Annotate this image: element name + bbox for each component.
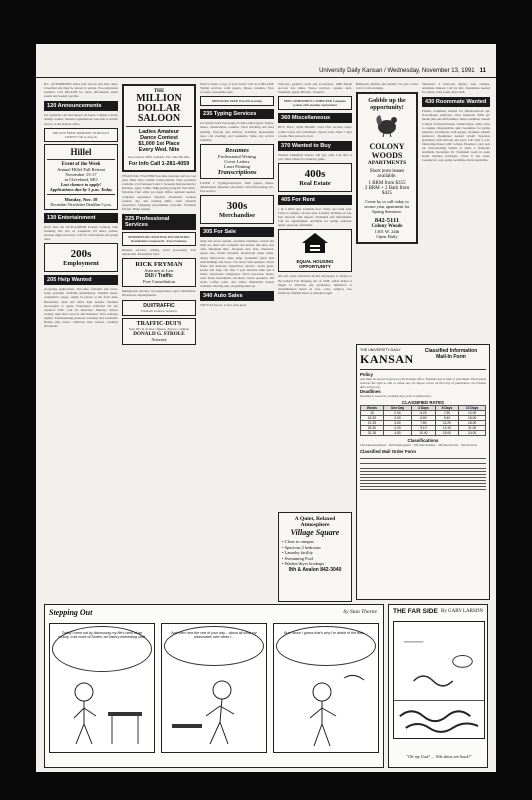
hillel-logo: Hillel (70, 146, 92, 157)
rates-cell: 10.40 (412, 431, 436, 436)
equal-housing-icon (301, 232, 329, 254)
far-side-caption: "Oh my God! ... '60s skins are back!" (406, 754, 472, 759)
classified-rates-table (360, 405, 486, 436)
far-side-artist: By GARY LARSON (440, 609, 483, 614)
section-heading-entertainment: 130 Entertainment (44, 213, 118, 223)
merchandise-section-marker: 300s Merchandise (200, 195, 274, 224)
village-amenity-item: • Spacious 2 bedroom (282, 544, 321, 550)
paper-date: Wednesday, November 13, 1991 (387, 68, 475, 74)
column-2: THE MILLION DOLLAR SALOON Ladies Amateur Dance Contest $1,000 1st Place Every Wed. Nite Also: Dancer shifts available. Part time/full time. For Info Call 1-281-4059 FINANCIAL TEACHER Part-time customer service. Get paid. Must have reliable transportation. Sales positions available. Call between 9 and 5. Seasonal help needed for holidays, apply within. High-paying program. Part-time / full-time. Earn while you learn. Office assistant needed, computer experience required. Warehouse workers wanted, day and evening shifts. Gain valuable experience. Outgoing personalities welcome. Positions fill fast. Bring resume. 225 Professional Services REMODELING PAINTING DECORATING Residential Commercial - Free Estimates Resume services, editing, word processing. Fast turnaround. Reasonable rates. RICK FRYMAN Attorney at Law DUI / Traffic Free Consultation Immigration attorney, tax preparation, legal consultation. Diversions, expungements. DUI/TRAFFIC Elizabeth Leonard, Attorney TRAFFIC-DUI'S Fake ID's & alcohol offenses, divorce, criminal DONALD G. STROLE Attorney (122, 82, 196, 602)
comic-figure-icon (162, 668, 266, 752)
rates-cell: 15.00 (435, 431, 459, 436)
section-heading-help-wanted: 205 Help Wanted (44, 275, 118, 285)
rates-cell: 11.20 (435, 421, 459, 426)
million-dollar-saloon-ad: THE MILLION DOLLAR SALOON Ladies Amateur Dance Contest $1,000 1st Place Every Wed. Nite Also: Dancer shifts available. Part time/full time. For Info Call 1-281-4059 (122, 84, 196, 172)
rates-cell: 15 (361, 411, 384, 416)
page-header: University Daily Kansan / Wednesday, November 13, 1991 11 (36, 66, 496, 78)
column-4: Software, graphics cards and accessories. 1986 Honda Accord, low miles. Stereo receiver, cassette deck. Waterbed, queen. Bicycle, 10-speed. IBM COMPATIBLE COMPUTER Complete system with monitor and printer 360 Miscellaneous BUY, SELL, AND TRADE. Used CDs, records, tapes. Comic books and collectibles. Sports cards. Open 7 days a week. Best prices in town. 370 Wanted to Buy Wanted: basketball tickets, will pay cash. Call after 6 p.m. Need tickets for Saturday game. 400s Real Estate 405 For Rent 1 & 2 bdrm apts available now. Water and trash paid. Close to campus, on bus route. Laundry facilities on site. Pets allowed with deposit. Furnished and unfurnished. Call for appointment. Available for spring semester. Quiet, spacious, affordable. EQUAL HOUSING OPPORTUNITY All real estate advertised in this newspaper is subject to the Federal Fair Housing Act of 1968, which makes it illegal to advertise any preference, limitation or discrimination based on race, color, religion, sex, handicap, familial status or national origin. (278, 82, 352, 295)
section-heading-auto-sales: 340 Auto Sales (200, 291, 274, 301)
rates-row (361, 431, 486, 436)
rates-header-cell: 10 Days (459, 406, 486, 411)
rates-cell: 9.40 (435, 416, 459, 421)
village-amenity-item: • Laundry facility (282, 550, 314, 556)
column-5: Bathroom, kitchen and laundry. No pets. Close to KU. Call evenings. Gobble up the opportunity! COLONY WOODS APARTMENTS Short term leases available. 1 BRM from $355 2 BRM + 2 Bath from $425 Come by or call today to secure your apartment for Spring Semester. 842-5111 Colony Woods 1301 W. 24th Open Daily (356, 82, 418, 342)
rates-header-cell: One Day (383, 406, 411, 411)
comic-strip (44, 604, 384, 768)
colony-woods-ad: Gobble up the opportunity! COLONY WOODS APARTMENTS Short term leases available. 1 BRM from $355 2 BRM + 2 Bath from $425 Come by or call today to secure your apartment for Spring Semester. 842-5111 Colony Woods 1301 W. 24th Open Daily (356, 92, 418, 244)
column-1: B.C. AUTHORIZED dance hall service and beer chest. Classified ads must be placed in person. Pre-registration required. Call 864-4358 for more information about events and weekly specials. 120 Announcements For questions call and support 24 hours. Campus activity listings weekly. Student organizations welcome to submit notices to the Kansan office. DID YOU NEED SOMEONE TO REALLY LISTEN? Call or drop in. Hillel Event of the Week Annual Hillel Fall Retreat November 15-17 in Cleveland, MO Last chance to apply! Applications due by 5 p.m. Today Monday, Nov. 18 December Newsletter Deadline 5 p.m. 130 Entertainment Don't miss the OUTLANDISH Kansan Comedy Club featuring live acts on weekends. DJ dance parties, karaoke night and more. Call for reservations and group rates. 200s Employment 205 Help Wanted Accepting applications. Part-time, full-time and work-study positions available immediately. Flexible hours, competitive wages. Apply in person at the front desk. Restaurant, retail and office help needed. Students encouraged to apply. Experience preferred but not required. EOE. Call for interview. Delivery drivers wanted, must have own car and insurance. Earn cash tips nightly. Telemarketing positions evenings and weekends. Hourly plus bonus. Childcare help wanted, weekday afternoons. (44, 82, 118, 329)
turkey-icon (372, 111, 402, 137)
rates-cell: 9.10 (412, 426, 436, 431)
comic-panel-2: And then how the rest of your day... about all what my classmates over when I... (161, 623, 267, 753)
rates-cell: 3.00 (383, 416, 411, 421)
village-square-ad: A Quiet, Relaxed Atmosphere Village Square • Close to campus • Spacious 2 bedroom • Laundry facility • Swimming Pool • Washer/dryer hookups 9th & Avalon 842-3040 (278, 512, 352, 602)
section-heading-announcements: 120 Announcements (44, 101, 118, 111)
village-amenities-list (282, 539, 348, 567)
rates-cell: 31-35 (361, 431, 384, 436)
kansan-classified-form: THE UNIVERSITY DAILY KANSAN Classified Information Mail-In Form Policy Ads must be placed in person at the Kansan office. Payment due at time of placement. The Kansan reserves the right to edit or refuse any ad. Report errors on first day of publication. No refunds after ad has run. Deadlines Deadline is noon two working days prior to publication. CLASSIFIED RATES Words One Day 3 Days 5 Days 10 Days 15 2.40 5.20 7.50 12.00 16-20 3.00 6.50 9.40 15.00 21-25 3.60 7.80 11.20 18.00 26-30 4.20 9.10 13.10 21.00 31-35 4.80 10.40 15.00 24.00 Classifications 100 Announcements · 200 Employment · 300 Merchandise · 400 Real Estate · 500 Services Classified Mail Order Form (356, 344, 490, 600)
rates-cell: 15.00 (459, 416, 486, 421)
hillel-ad: Hillel Event of the Week Annual Hillel Fall Retreat November 15-17 in Cleveland, MO Last chance to apply! Applications due by 5 p.m. Today Monday, Nov. 18 December Newsletter Deadline 5 p.m. (44, 144, 118, 210)
village-amenity-item: • Washer/dryer hookups (282, 561, 325, 567)
rates-cell: 26-30 (361, 426, 384, 431)
rates-cell: 18.00 (459, 421, 486, 426)
remodeling-ad: REMODELING PAINTING DECORATING Residential Commercial - Free Estimates (122, 232, 196, 246)
rates-cell: 16-20 (361, 416, 384, 421)
far-side-title: THE FAR SIDE (393, 608, 438, 615)
employment-section-marker: 200s Employment (44, 243, 118, 272)
rates-header-cell: 3 Days (412, 406, 436, 411)
rates-cell: 4.80 (383, 431, 411, 436)
rates-cell: 4.20 (383, 426, 411, 431)
comic-figure-icon (50, 672, 154, 752)
rates-cell: 2.40 (383, 411, 411, 416)
section-heading-for-sale: 305 For Sale (200, 227, 274, 237)
dui-traffic-ad: DUI/TRAFFIC Elizabeth Leonard, Attorney (122, 300, 196, 316)
section-heading-miscellaneous: 360 Miscellaneous (278, 113, 352, 123)
comic-figure-icon (274, 668, 378, 752)
section-heading-roommate-wanted: 430 Roommate Wanted (422, 97, 490, 107)
comic-panel-3: But I know I guess that's why I'm afraid of the dark.... (273, 623, 379, 753)
rates-cell: 21-25 (361, 421, 384, 426)
rates-cell: 24.00 (459, 431, 486, 436)
did-you-need-ad: DID YOU NEED SOMEONE TO REALLY LISTEN? Call or drop in. (44, 128, 118, 142)
rates-cell: 7.50 (435, 411, 459, 416)
section-heading-professional-services: 225 Professional Services (122, 214, 196, 230)
ibm-ad: IBM COMPATIBLE COMPUTER Complete system with monitor and printer (278, 96, 352, 110)
rates-cell: 13.10 (435, 426, 459, 431)
comic-artist: by Stan Thorne (343, 609, 377, 615)
newspaper-page (36, 44, 496, 772)
rates-cell: 21.00 (459, 426, 486, 431)
rates-header-cell: Words (361, 406, 384, 411)
rates-cell: 12.00 (459, 411, 486, 416)
equal-housing-ad: EQUAL HOUSING OPPORTUNITY (278, 229, 352, 272)
section-heading-typing-services: 235 Typing Services (200, 109, 274, 119)
rates-cell: 5.20 (412, 411, 436, 416)
page-number: 11 (479, 68, 486, 74)
rates-cell: 6.50 (412, 416, 436, 421)
filler-text: B.C. AUTHORIZED dance hall service and beer chest. Classified ads must be placed in person. Pre-registration required. Call 864-4358 for more information about events and weekly specials. (44, 82, 118, 99)
far-side-cartoon (388, 604, 488, 768)
traffic-duis-ad: TRAFFIC-DUI'S Fake ID's & alcohol offenses, divorce, criminal DONALD G. STROLE Attorney (122, 318, 196, 345)
real-estate-section-marker: 400s Real Estate (278, 163, 352, 192)
section-heading-wanted-to-buy: 370 Wanted to Buy (278, 141, 352, 151)
snakes-cartoon-icon (393, 621, 485, 739)
village-amenity-item: • Close to campus (282, 539, 314, 544)
paper-name: University Daily Kansan (319, 68, 383, 74)
comic-title: Stepping Out (49, 608, 93, 617)
kansan-masthead: KANSAN (360, 352, 414, 366)
rates-cell: 7.80 (412, 421, 436, 426)
rick-fryman-ad: RICK FRYMAN Attorney at Law DUI / Traffic Free Consultation (122, 258, 196, 287)
resumes-ad: Resumes Professional Writing Cover Letters Laser Printing Transcriptions (200, 144, 274, 179)
village-amenity-item: • Swimming Pool (282, 555, 314, 561)
column-3: Need to make a copy of your notes? Call us at 864-4358. Typing services, term papers, theses, resumes. Fast, accurate, reasonable rates. PRESSURE FREE Word Processing 235 Typing Services Let Words Work Processing. Former editor/typist. Papers, theses, dissertations, resumes. Spell checking and laser printing. Pick-up and delivery available. Reasonable rates, call evenings and weekends. Same day service available. Resumes Professional Writing Cover Letters Laser Printing Transcriptions LASER 1: Typing/transcripts. Term papers, theses, dissertations. Resumes and letters. Word Processing, Inc. Fast service. 300s Merchandise 305 For Sale Amp and stereo system, excellent condition. Couch and chair set, must sell. Computer and printer, like new, best offer. Mountain bike, 18-speed, new tires. Waterbed, queen size, heater included. Round-trip plane ticket, cheap. Microwave, desk, lamp, bookshelf. Snow skis with bindings and boots. Car stereo with speakers. Futon frame and mattress. Typewriter, electric, works great. Guitar and amp, call after 5 p.m. Kitchen table and 4 chairs. Dorm-size refrigerator. Word processor, barely used. Texas Instruments calculator. Stereo speakers, 100 watts. Coffee table, end tables. Basketball tickets available. Moving sale, everything must go. 340 Auto Sales 1987 Ford Escort, 4 door, runs great. (200, 82, 274, 308)
column-6: Subleases: 2 bedroom duplex, near campus. Available January. Call for info. Roommate needed for spring. Own room, share bath. 430 Roommate Wanted Female roommate needed for Meadowbrook apt. Non-smoker preferred. Own bedroom, $200 per month plus one-half utilities. Male roommate wanted to share 3 bedroom house. Washer/dryer, cable, close to campus. Responsible, quiet roommate for spring semester. Townhouse with garage. Graduate student preferred. Roommate needed ASAP. Spacious apartment with balcony and pool. Call after 5 p.m. Share large house with 3 others. Fireplace, yard, pets ok. Non-smoking female to share 2 bedroom. Available December 20. Furnished room in quiet home. Kitchen privileges. Close to bus route. Looking for easy-going roommate. Rent negotiable. (422, 82, 490, 163)
rates-cell: 3.60 (383, 421, 411, 426)
pressure-ad: PRESSURE FREE Word Processing (200, 96, 274, 106)
comic-panel-1: Today I went out by discussing my life's work of art history. Lots more of Dudes' art history interesting stuff. (49, 623, 155, 753)
section-heading-for-rent: 405 For Rent (278, 195, 352, 205)
rates-header-cell: 5 Days (435, 406, 459, 411)
